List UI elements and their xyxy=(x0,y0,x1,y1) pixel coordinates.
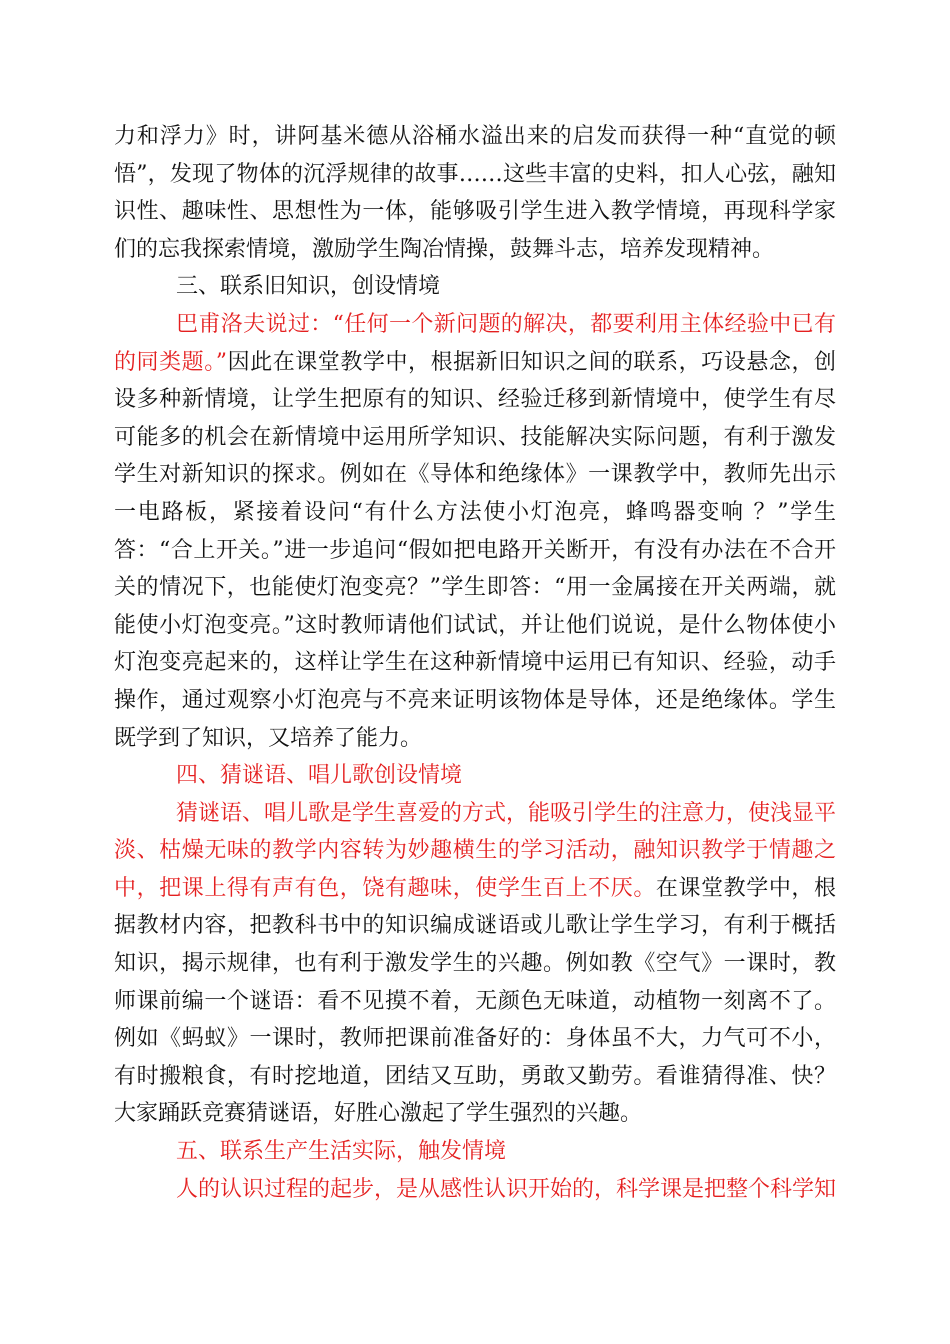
section-heading-4: 四、猜谜语、唱儿歌创设情境 xyxy=(176,763,463,789)
paragraph-section-5: 人的认识过程的起步，是从感性认识开始的，科学课是把整个科学知 xyxy=(176,1176,837,1202)
paragraph-continuation: 力和浮力》时，讲阿基米德从浴桶水溢出来的启发而获得一种“直觉的顿悟”，发现了物体的沉浮规律的故事……这些丰富的史料，扣人心弦，融知识性、趣味性、思想性为一体，能够吸引学生进入教学情境，再现科学家们的忘我探索情境，激励学生陶冶情操，鼓舞斗志，培养发现精神。 xyxy=(114,124,836,262)
article-body xyxy=(114,118,836,1208)
highlighted-text: 猜谜语、唱儿歌是学生喜爱的方式，能吸引学生的注意力，使浅显平淡、枯燥无味的教学内容转为妙趣横生的学习活动，融知识教学于情趣之中，把课上得有声有色，饶有趣味，使学生百上不厌。 xyxy=(114,800,837,901)
section-heading-5: 五、联系生产生活实际，触发情境 xyxy=(176,1139,507,1165)
paragraph-section-4 xyxy=(114,795,836,1133)
highlighted-quote: 巴甫洛夫说过：“任何一个新问题的解决，都要利用主体经验中已有的同类题。” xyxy=(114,311,836,375)
paragraph-text: 因此在课堂教学中，根据新旧知识之间的联系，巧设悬念，创设多种新情境，让学生把原有的知识、经验迁移到新情境中，使学生有尽可能多的机会在新情境中运用所学知识、技能解决实际问题，有利于激发学生对新知识的探求。例如在《导体和绝缘体》一课教学中，教师先出示一电路板，紧接着设问“有什么方法使小灯泡亮，蜂鸣器变响 ？”学生答：“合上开关。”进一步追问“假如把电路开关断开，有没有办法在不合开关的情况下，也能使灯泡变亮？”学生即答：“用一金属接在开关两端，就能使小灯泡变亮。”这时教师请他们试试，并让他们说说，是什么物体使小灯泡变亮起来的，这样让学生在这种新情境中运用已有知识、经验，动手操作，通过观察小灯泡亮与不亮来证明该物体是导体，还是绝缘体。学生既学到了知识，又培养了能力。 xyxy=(114,349,836,751)
section-heading-3: 三、联系旧知识，创设情境 xyxy=(176,274,441,300)
paragraph-section-3 xyxy=(114,306,836,757)
paragraph-text: 在课堂教学中，根据教材内容，把教科书中的知识编成谜语或儿歌让学生学习，有利于概括知识，揭示规律，也有利于激发学生的兴趣。例如教《空气》一课时，教师课前编一个谜语：看不见摸不着，无颜色无味道，动植物一刻离不了。例如《蚂蚁》一课时，教师把课前准备好的：身体虽不大，力气可不小，有时搬粮食，有时挖地道，团结又互助，勇敢又勤劳。看谁猜得准、快？大家踊跃竞赛猜谜语，好胜心激起了学生强烈的兴趣。 xyxy=(114,875,836,1127)
